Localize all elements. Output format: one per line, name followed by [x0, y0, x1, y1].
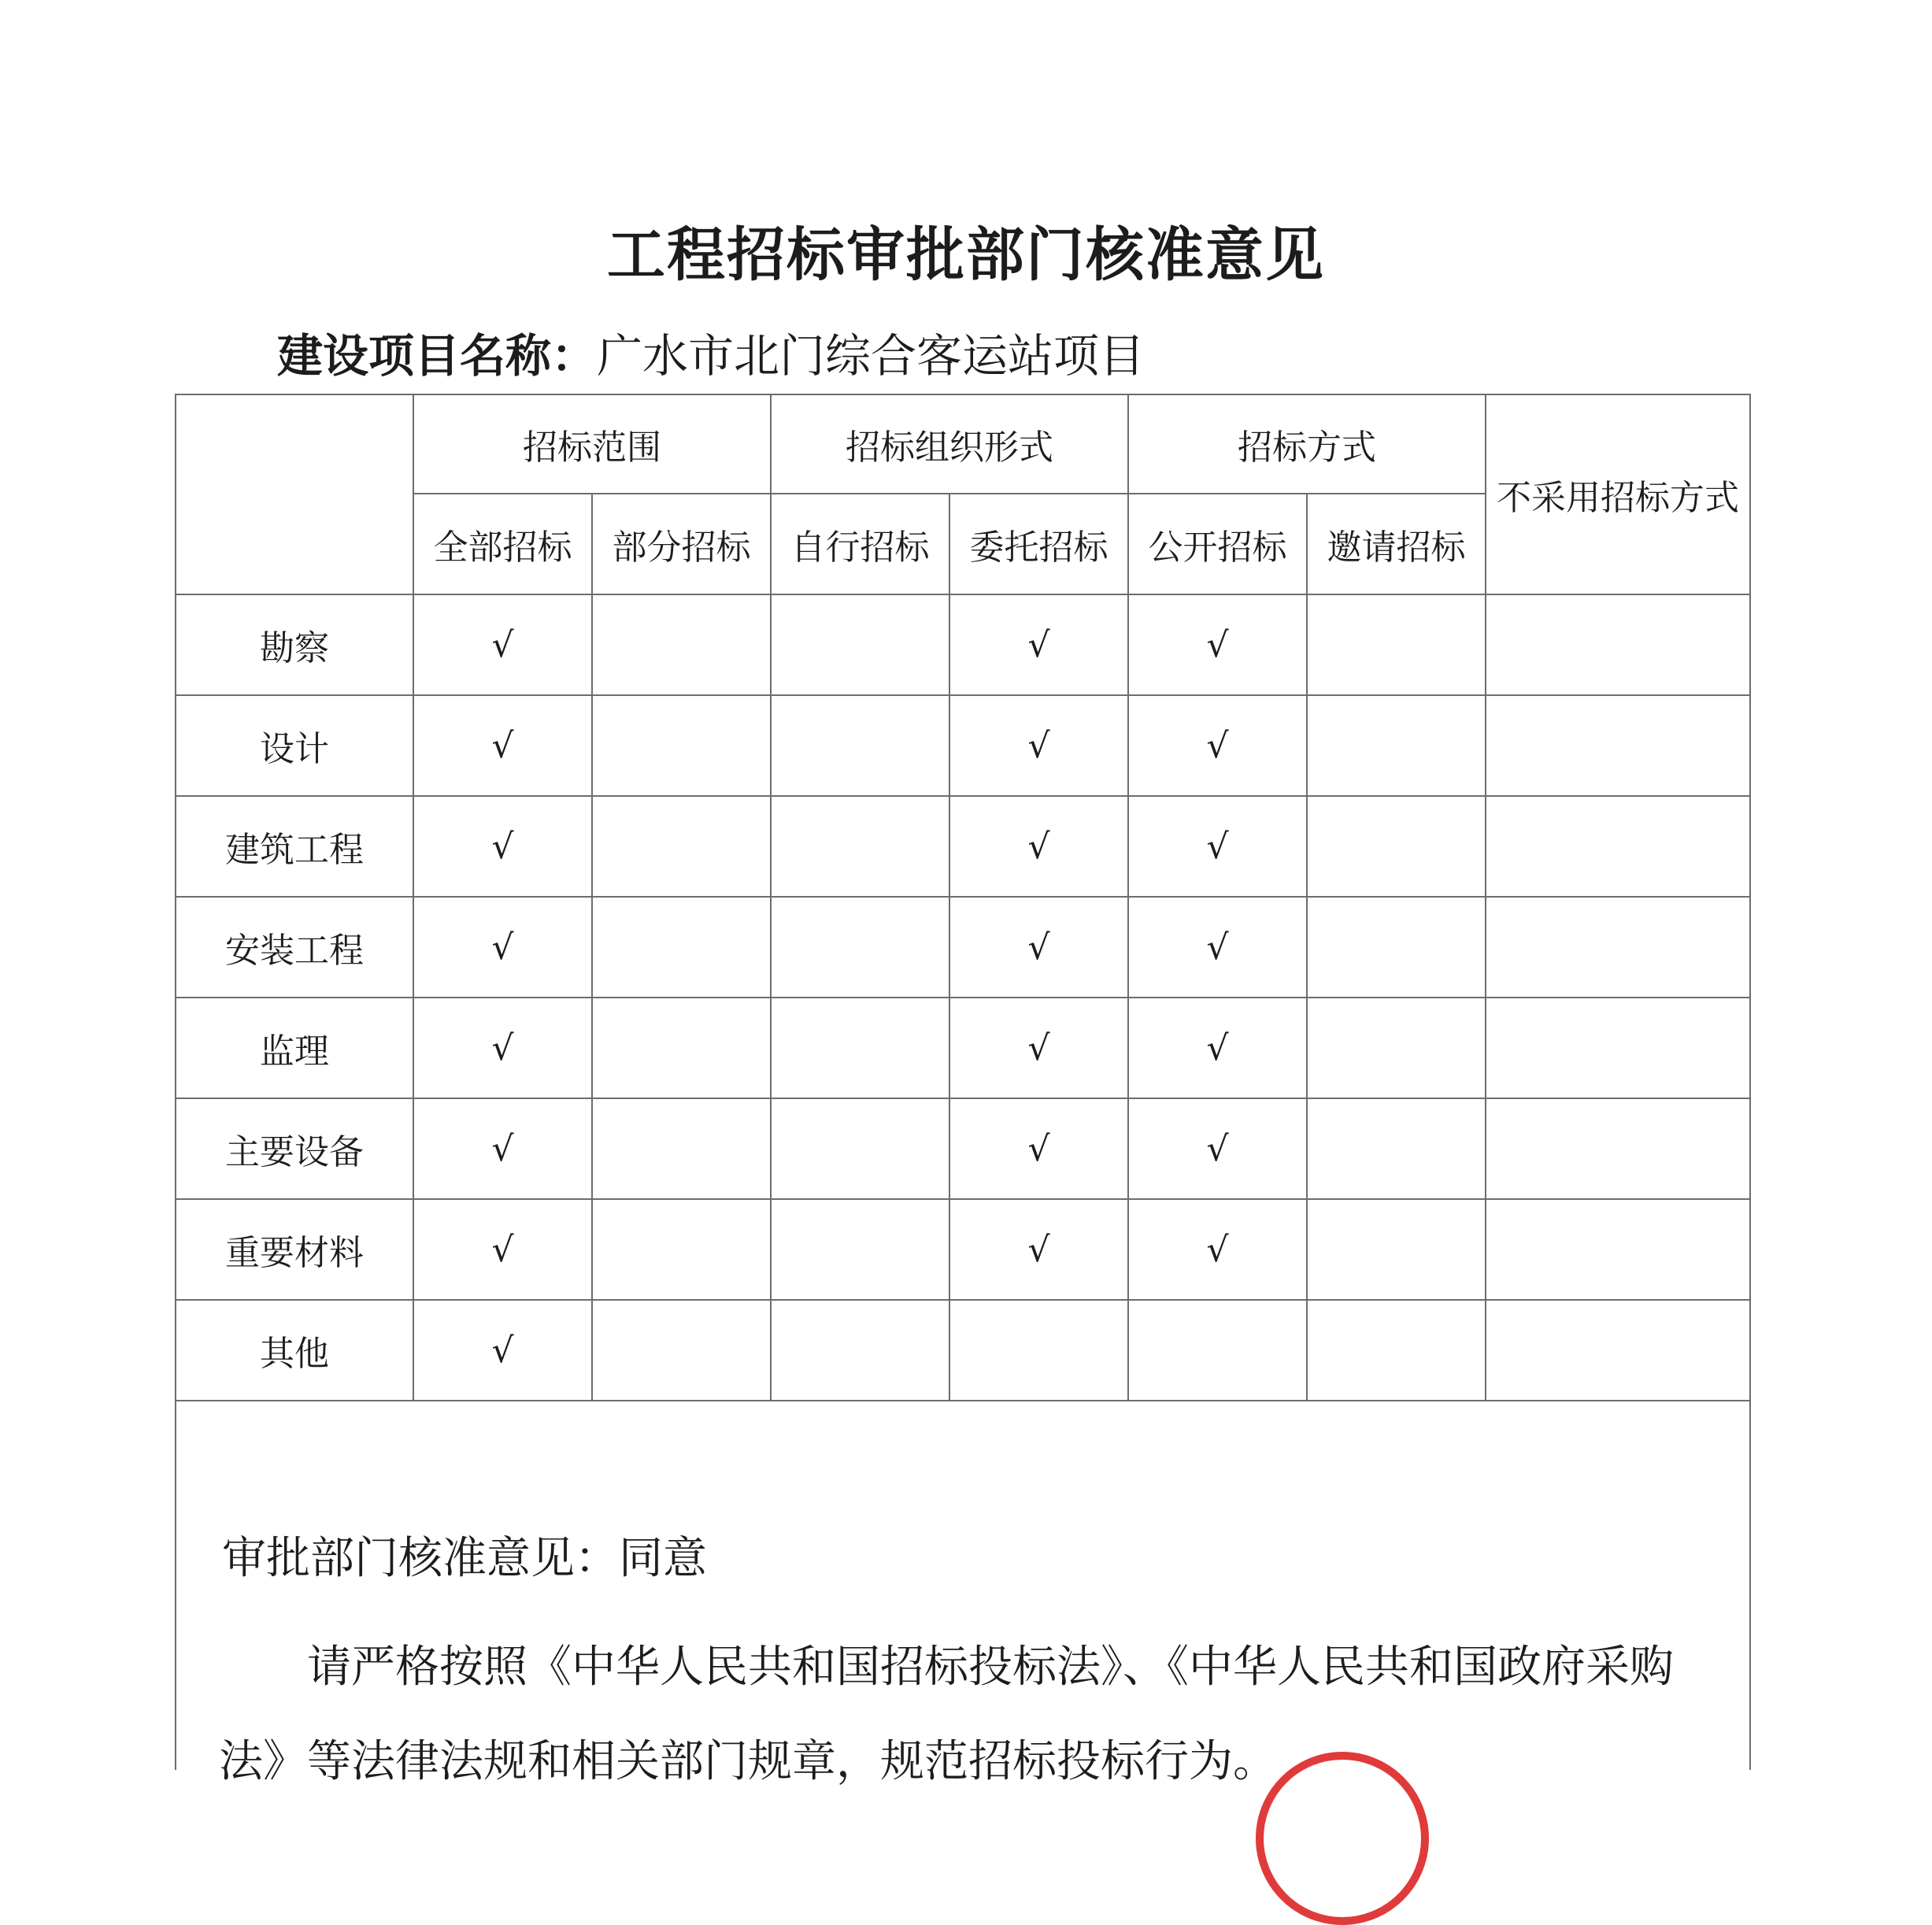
official-seal-icon [1256, 1752, 1429, 1925]
table-cell [1486, 897, 1750, 998]
table-cell [1486, 796, 1750, 897]
group-header-organization: 招标组织形式 [771, 394, 1128, 494]
table-cell [771, 796, 949, 897]
table-cell [1128, 594, 1307, 695]
table-row [176, 695, 1750, 796]
row-label: 安装工程 [176, 897, 413, 998]
row-label: 其他 [176, 1300, 413, 1401]
check-mark-icon: √ [1206, 1229, 1229, 1270]
row-label: 建筑工程 [176, 796, 413, 897]
approval-opinion-label: 审批部门核准意见： [222, 1533, 619, 1584]
table-cell [413, 695, 592, 796]
check-mark-icon: √ [491, 1027, 514, 1068]
table-cell [1486, 1300, 1750, 1401]
table-cell [1486, 594, 1750, 695]
table-cell [592, 998, 771, 1098]
check-mark-icon: √ [491, 624, 514, 665]
table-cell [1486, 1098, 1750, 1199]
table-cell [771, 594, 949, 695]
group-header-no-bidding: 不采用招标方式 [1486, 394, 1750, 594]
table-row [176, 594, 1750, 695]
table-cell [592, 796, 771, 897]
check-mark-icon: √ [491, 826, 514, 867]
table-cell [1486, 1199, 1750, 1300]
document-title: 工程招标审批部门核准意见 [607, 221, 1325, 289]
table-cell [771, 998, 949, 1098]
row-label: 主要设备 [176, 1098, 413, 1199]
group-header-scope: 招标范围 [413, 394, 771, 494]
table-row [176, 998, 1750, 1098]
table-cell [1128, 1199, 1307, 1300]
approval-instruction-paragraph: 请严格按照《中华人民共和国招标投标法》、《中华人民共和国政府采购法》等法律法规和相关部门规章，规范招标投标行为。 [219, 1642, 1674, 1787]
table-cell [1128, 897, 1307, 998]
approval-opinion-value: 同意 [619, 1533, 707, 1584]
table-cell [949, 695, 1128, 796]
row-label: 监理 [176, 998, 413, 1098]
table-cell [1307, 897, 1486, 998]
table-cell [949, 796, 1128, 897]
table-cell [1486, 998, 1750, 1098]
check-mark-icon: √ [1027, 826, 1050, 867]
row-label: 设计 [176, 695, 413, 796]
table-cell [1128, 1300, 1307, 1401]
check-mark-icon: √ [1027, 624, 1050, 665]
project-name-value: 广水市北门综合客运站项目 [597, 329, 1146, 383]
check-mark-icon: √ [1027, 1128, 1050, 1169]
table-cell [1307, 695, 1486, 796]
table-cell [413, 897, 592, 998]
check-mark-icon: √ [1206, 1128, 1229, 1169]
table-cell [413, 796, 592, 897]
table-cell [592, 1300, 771, 1401]
table-cell [1128, 1098, 1307, 1199]
table-cell [771, 1300, 949, 1401]
table-cell [771, 1098, 949, 1199]
table-cell [1128, 695, 1307, 796]
table-cell [949, 1300, 1128, 1401]
table-row [176, 1199, 1750, 1300]
table-cell [949, 1098, 1128, 1199]
check-mark-icon: √ [491, 1229, 514, 1270]
table-cell [413, 998, 592, 1098]
subheader-partial-bidding: 部分招标 [592, 494, 771, 594]
subheader-entrusted: 委托招标 [949, 494, 1128, 594]
check-mark-icon: √ [491, 927, 514, 968]
table-row [176, 1098, 1750, 1199]
check-mark-icon: √ [1206, 624, 1229, 665]
check-mark-icon: √ [1206, 927, 1229, 968]
table-cell [1128, 796, 1307, 897]
check-mark-icon: √ [1206, 725, 1229, 766]
table-cell [949, 594, 1128, 695]
table-cell [413, 1199, 592, 1300]
row-label: 勘察 [176, 594, 413, 695]
table-cell [771, 695, 949, 796]
table-row [176, 1300, 1750, 1401]
check-mark-icon: √ [1027, 725, 1050, 766]
table-cell [592, 897, 771, 998]
check-mark-icon: √ [1206, 1027, 1229, 1068]
table-cell [592, 695, 771, 796]
table-cell [413, 1300, 592, 1401]
table-cell [1307, 594, 1486, 695]
table-cell [1307, 998, 1486, 1098]
table-cell [592, 1098, 771, 1199]
subheader-open-bidding: 公开招标 [1128, 494, 1307, 594]
group-header-method: 招标方式 [1128, 394, 1486, 494]
table-cell [1307, 796, 1486, 897]
subheader-invited-bidding: 邀请招标 [1307, 494, 1486, 594]
table-row [176, 897, 1750, 998]
check-mark-icon: √ [491, 1128, 514, 1169]
project-name-line [277, 319, 1145, 385]
check-mark-icon: √ [491, 725, 514, 766]
table-cell [413, 1098, 592, 1199]
table-cell [771, 1199, 949, 1300]
check-mark-icon: √ [1027, 927, 1050, 968]
corner-cell [176, 394, 413, 594]
table-cell [413, 594, 592, 695]
check-mark-icon: √ [1027, 1229, 1050, 1270]
table-cell [1307, 1199, 1486, 1300]
check-mark-icon: √ [491, 1330, 514, 1371]
approval-table [175, 394, 1751, 1401]
subheader-full-bidding: 全部招标 [413, 494, 592, 594]
table-cell [1307, 1098, 1486, 1199]
table-cell [1486, 695, 1750, 796]
table-cell [771, 897, 949, 998]
table-cell [592, 594, 771, 695]
check-mark-icon: √ [1027, 1027, 1050, 1068]
table-cell [592, 1199, 771, 1300]
approval-opinion-line [222, 1523, 707, 1586]
table-row [176, 796, 1750, 897]
table-cell [1307, 1300, 1486, 1401]
subheader-self-organized: 自行招标 [771, 494, 949, 594]
table-cell [949, 897, 1128, 998]
project-name-label: 建设项目名称： [277, 329, 598, 383]
check-mark-icon: √ [1206, 826, 1229, 867]
row-label: 重要材料 [176, 1199, 413, 1300]
table-cell [949, 998, 1128, 1098]
table-cell [949, 1199, 1128, 1300]
table-cell [1128, 998, 1307, 1098]
header-row-groups [176, 394, 1750, 494]
